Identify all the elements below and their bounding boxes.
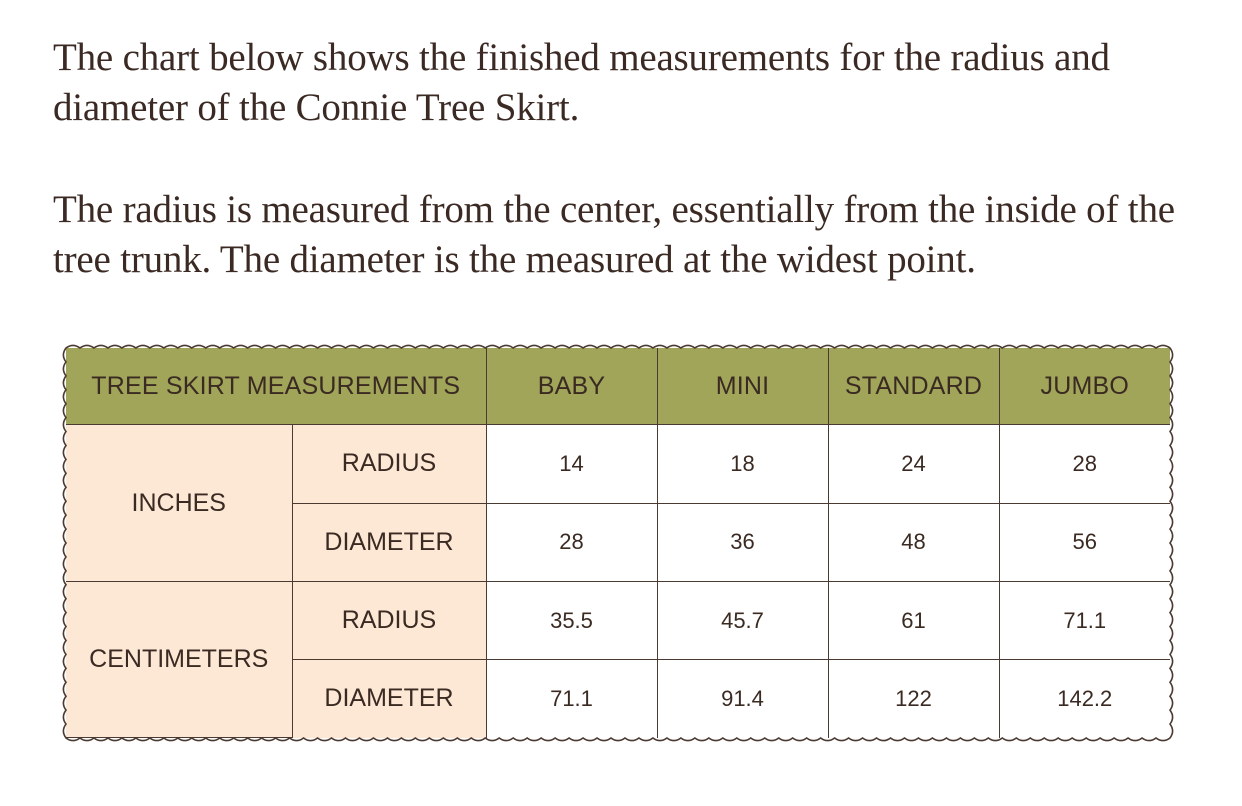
table-cell: 61 — [828, 581, 999, 659]
measurements-table — [66, 348, 1170, 738]
column-header-baby: BABY — [486, 348, 657, 425]
table-cell: 122 — [828, 660, 999, 738]
unit-label-inches: INCHES — [66, 425, 292, 582]
table-cell: 28 — [486, 503, 657, 581]
column-header-mini: MINI — [657, 348, 828, 425]
table-cell: 18 — [657, 425, 828, 503]
table-cell: 14 — [486, 425, 657, 503]
table-cell: 35.5 — [486, 581, 657, 659]
table-cell: 24 — [828, 425, 999, 503]
table-cell: 71.1 — [486, 660, 657, 738]
table-corner-label: TREE SKIRT MEASUREMENTS — [66, 348, 486, 425]
table-header-row — [66, 348, 1170, 425]
table-cell: 91.4 — [657, 660, 828, 738]
table-row — [66, 581, 1170, 659]
table-cell: 36 — [657, 503, 828, 581]
column-header-jumbo: JUMBO — [999, 348, 1170, 425]
table-cell: 48 — [828, 503, 999, 581]
row-label-radius: RADIUS — [292, 581, 486, 659]
row-label-diameter: DIAMETER — [292, 503, 486, 581]
column-header-standard: STANDARD — [828, 348, 999, 425]
intro-paragraph-2: The radius is measured from the center, essentially from the inside of the tree trunk. The diameter is the measured at the widest point. — [53, 188, 1175, 281]
table-cell: 45.7 — [657, 581, 828, 659]
table-cell: 56 — [999, 503, 1170, 581]
table-cell: 71.1 — [999, 581, 1170, 659]
row-label-radius: RADIUS — [292, 425, 486, 503]
table-row — [66, 425, 1170, 503]
unit-label-centimeters: CENTIMETERS — [66, 581, 292, 737]
intro-paragraph-1: The chart below shows the finished measurements for the radius and diameter of the Connie Tree Skirt. — [53, 36, 1110, 129]
table-cell: 28 — [999, 425, 1170, 503]
table-cell: 142.2 — [999, 660, 1170, 738]
row-label-diameter: DIAMETER — [292, 660, 486, 738]
measurements-table-container — [60, 342, 1176, 744]
